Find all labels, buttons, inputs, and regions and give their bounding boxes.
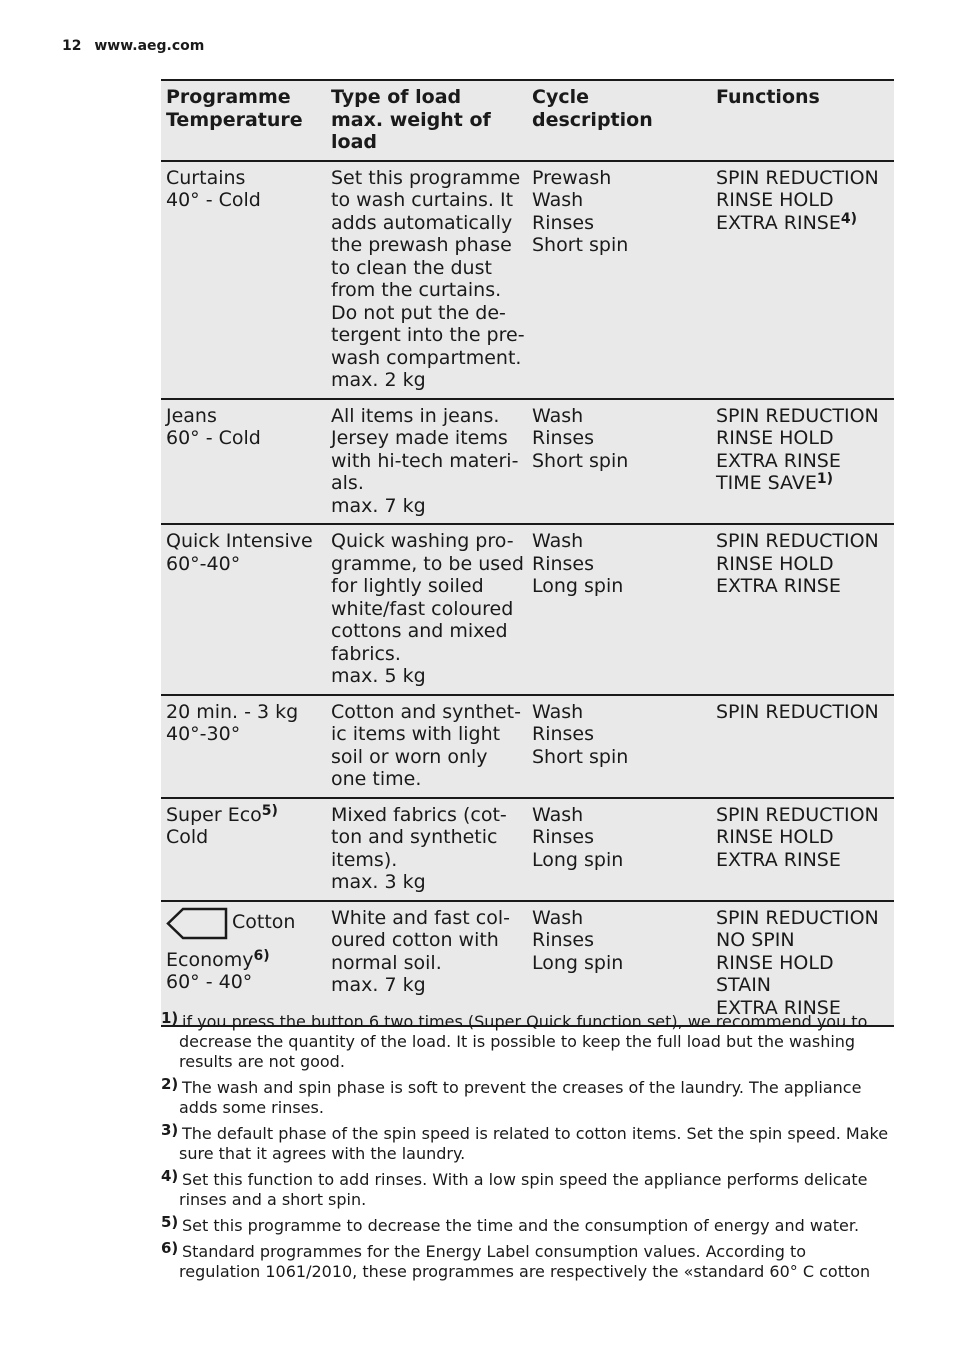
header-programme <box>161 80 326 161</box>
functions-cell <box>711 161 894 399</box>
programme-cell <box>161 161 326 399</box>
cell-line: with hi-tech materi- <box>331 449 519 472</box>
cell-line: items). <box>331 848 398 871</box>
footnote-mark: 1) <box>161 1009 179 1027</box>
cell-line <box>166 427 321 450</box>
cell-line: adds automatically <box>331 211 513 234</box>
cell-line: Long spin <box>532 575 624 597</box>
footnote-mark: 2) <box>161 1075 179 1093</box>
cell-line: SPIN REDUCTION <box>716 166 879 189</box>
cell-line: Type of load <box>331 86 462 108</box>
table-header-row <box>161 80 894 161</box>
footnote-ref: 5) <box>261 802 278 819</box>
cell-line: wash compartment. <box>331 346 522 369</box>
cell-line <box>166 701 321 724</box>
cell-line: STAIN <box>716 974 772 996</box>
cell-line <box>166 723 321 746</box>
functions-cell <box>711 695 894 798</box>
table-row <box>161 161 894 399</box>
programme-text: 60°-40° <box>166 552 241 575</box>
footnote-ref: 1) <box>816 471 833 487</box>
programme-text: Quick Intensive <box>166 530 313 552</box>
cycle-cell <box>527 798 711 901</box>
footnote-ref: 6) <box>253 947 270 964</box>
cycle-cell <box>527 399 711 525</box>
cell-line <box>166 167 321 190</box>
page-number: 12 <box>62 38 82 54</box>
energy-label-tag-icon <box>166 907 228 949</box>
footnote-text: decrease the quantity of the load. It is possible to keep the full load but the washing <box>179 1032 856 1051</box>
cell-line: RINSE HOLD <box>716 826 834 848</box>
function-text: TIME SAVE <box>716 472 817 494</box>
footnote-text: Standard programmes for the Energy Label consumption values. According to <box>182 1242 807 1261</box>
load-cell <box>326 161 527 399</box>
footnote <box>161 1075 901 1118</box>
footnote-text: regulation 1061/2010, these programmes are respectively the «standard 60° C cotton <box>179 1262 871 1281</box>
cell-line: Wash <box>532 189 584 211</box>
cell-line: soil or worn only <box>331 745 488 768</box>
cell-line: SPIN REDUCTION <box>716 700 879 723</box>
cell-line: Programme <box>166 86 291 108</box>
programme-cell <box>161 798 326 901</box>
functions-cell <box>711 901 894 1027</box>
header-load <box>326 80 527 161</box>
programme-cell <box>161 695 326 798</box>
programme-cell <box>161 399 326 525</box>
footnote <box>161 1213 901 1236</box>
footnote <box>161 1009 901 1072</box>
cell-line <box>166 804 321 827</box>
programme-text: 40° - Cold <box>166 189 261 211</box>
cell-line: tergent into the pre- <box>331 324 525 346</box>
cell-line: the prewash phase <box>331 234 512 256</box>
cell-line: Wash <box>532 803 584 826</box>
programme-text: 60° - Cold <box>166 427 261 449</box>
cell-line: Rinses <box>532 723 595 745</box>
footnote-text: The default phase of the spin speed is related to cotton items. Set the spin speed. Make <box>182 1124 889 1143</box>
programme-text: Super Eco <box>166 803 262 826</box>
table-row <box>161 798 894 901</box>
cell-line: from the curtains. <box>331 279 502 301</box>
cell-line: Long spin <box>532 848 624 871</box>
table-row <box>161 524 894 695</box>
footnote-text: if you press the button 6 two times (Super Quick function set), we recommend you to <box>182 1012 868 1031</box>
cell-line: white/fast coloured <box>331 597 514 620</box>
load-cell <box>326 399 527 525</box>
programme-cell <box>161 901 326 1027</box>
footnote-text: The wash and spin phase is soft to prevent the creases of the laundry. The appliance <box>182 1078 862 1097</box>
cell-line: Cycle <box>532 86 589 108</box>
footnote-text: sure that it agrees with the laundry. <box>179 1144 466 1163</box>
cell-line: RINSE HOLD <box>716 189 834 211</box>
cell-line <box>166 907 321 949</box>
cell-line: Short spin <box>532 745 629 768</box>
cell-line <box>166 530 321 553</box>
cell-line: Rinses <box>532 427 595 449</box>
cell-line: description <box>532 108 653 131</box>
cell-line: Set this programme <box>331 166 521 189</box>
programme-text: Cold <box>166 826 209 848</box>
footnote <box>161 1121 901 1164</box>
cycle-cell <box>527 695 711 798</box>
cell-line: EXTRA RINSE <box>716 449 841 472</box>
cell-line: RINSE HOLD <box>716 552 834 575</box>
cell-line: Quick washing pro- <box>331 530 514 552</box>
cell-line: Prewash <box>532 166 612 189</box>
footnotes <box>161 1009 901 1288</box>
cell-line: EXTRA RINSE <box>716 848 841 871</box>
programme-text: 60° - 40° <box>166 971 253 993</box>
cell-line: SPIN REDUCTION <box>716 404 879 427</box>
programme-text: 40°-30° <box>166 723 241 745</box>
cell-line: gramme, to be used <box>331 552 524 575</box>
footnote-text: adds some rinses. <box>179 1098 324 1117</box>
cell-line: max. 2 kg <box>331 369 426 391</box>
footnote-mark: 3) <box>161 1121 179 1139</box>
cell-line <box>166 405 321 428</box>
table-row <box>161 695 894 798</box>
programme-text: Jeans <box>166 404 217 427</box>
cell-line: RINSE HOLD <box>716 951 834 974</box>
footnote-text: Set this programme to decrease the time and the consumption of energy and water. <box>182 1216 860 1235</box>
cell-line: Cotton and synthet- <box>331 700 521 723</box>
cycle-cell <box>527 524 711 695</box>
cell-line: SPIN REDUCTION <box>716 803 879 826</box>
programme-text: 20 min. - 3 kg <box>166 700 299 723</box>
footnote-text: Set this function to add rinses. With a low spin speed the appliance performs delicate <box>182 1170 868 1189</box>
cell-line: oured cotton with <box>331 929 499 951</box>
footnote-mark: 5) <box>161 1213 179 1231</box>
header-functions <box>711 80 894 161</box>
table-row <box>161 901 894 1027</box>
cell-line: ic items with light <box>331 723 501 745</box>
cell-line: max. 7 kg <box>331 494 426 517</box>
load-cell <box>326 695 527 798</box>
cell-line: ton and synthetic <box>331 826 498 848</box>
cell-line: Temperature <box>166 108 303 131</box>
page-header <box>62 38 204 54</box>
cell-line: SPIN REDUCTION <box>716 530 879 552</box>
cell-line: Rinses <box>532 211 595 234</box>
cell-line: Wash <box>532 700 584 723</box>
cell-line: normal soil. <box>331 951 442 974</box>
cell-line: to clean the dust <box>331 256 492 279</box>
cell-line: Jersey made items <box>331 427 508 449</box>
footnote-mark: 4) <box>161 1167 179 1185</box>
cell-line: RINSE HOLD <box>716 427 834 449</box>
header-cycle <box>527 80 711 161</box>
load-cell <box>326 798 527 901</box>
cell-line: Wash <box>532 404 584 427</box>
footnote-text: rinses and a short spin. <box>179 1190 367 1209</box>
cell-line: Short spin <box>532 234 629 256</box>
cell-line: EXTRA RINSE <box>716 575 841 597</box>
cell-line: Long spin <box>532 951 624 974</box>
cell-line: Mixed fabrics (cot- <box>331 803 507 826</box>
cycle-cell <box>527 901 711 1027</box>
cell-line: fabrics. <box>331 642 401 665</box>
programme-text: Cotton <box>232 910 296 933</box>
footnote <box>161 1167 901 1210</box>
cell-line <box>166 553 321 576</box>
cell-line: SPIN REDUCTION <box>716 906 879 929</box>
site-url: www.aeg.com <box>94 38 205 54</box>
cell-line: Do not put the de- <box>331 301 506 324</box>
cell-line <box>166 189 321 212</box>
cell-line: cottons and mixed <box>331 620 508 642</box>
cell-line <box>166 949 321 972</box>
cell-line <box>166 971 321 994</box>
cell-line: All items in jeans. <box>331 404 500 427</box>
footnote-ref: 4) <box>840 210 857 227</box>
cell-line: Short spin <box>532 449 629 472</box>
footnote-text: results are not good. <box>179 1052 345 1071</box>
cell-line <box>716 472 889 495</box>
footnote-mark: 6) <box>161 1239 179 1257</box>
cell-line <box>166 826 321 849</box>
cell-line: to wash curtains. It <box>331 189 514 211</box>
cell-line: NO SPIN <box>716 929 795 951</box>
programme-table <box>161 79 894 1027</box>
cell-line: for lightly soiled <box>331 575 484 597</box>
cell-line <box>716 212 889 235</box>
cell-line: als. <box>331 472 364 494</box>
table-body <box>161 161 894 1027</box>
cell-line: EXTRA RINSE <box>716 996 841 1019</box>
cell-line: load <box>331 131 377 153</box>
cycle-cell <box>527 161 711 399</box>
cell-line: one time. <box>331 768 422 790</box>
cell-line: Wash <box>532 906 584 929</box>
table-row <box>161 399 894 525</box>
programme-text: Curtains <box>166 166 246 189</box>
functions-cell <box>711 399 894 525</box>
cell-line: Functions <box>716 86 820 108</box>
cell-line: White and fast col- <box>331 906 510 929</box>
programme-text: Economy <box>166 948 254 971</box>
footnote <box>161 1239 901 1282</box>
cell-line: max. 3 kg <box>331 871 426 893</box>
functions-cell <box>711 798 894 901</box>
function-text: EXTRA RINSE <box>716 211 841 234</box>
cell-line: Wash <box>532 530 584 552</box>
cell-line: Rinses <box>532 929 595 951</box>
cell-line: Rinses <box>532 826 595 848</box>
functions-cell <box>711 524 894 695</box>
programme-cell <box>161 524 326 695</box>
cell-line: max. 7 kg <box>331 974 426 996</box>
load-cell <box>326 524 527 695</box>
cell-line: max. weight of <box>331 108 491 131</box>
cell-line: Rinses <box>532 552 595 575</box>
load-cell <box>326 901 527 1027</box>
cell-line: max. 5 kg <box>331 665 426 687</box>
